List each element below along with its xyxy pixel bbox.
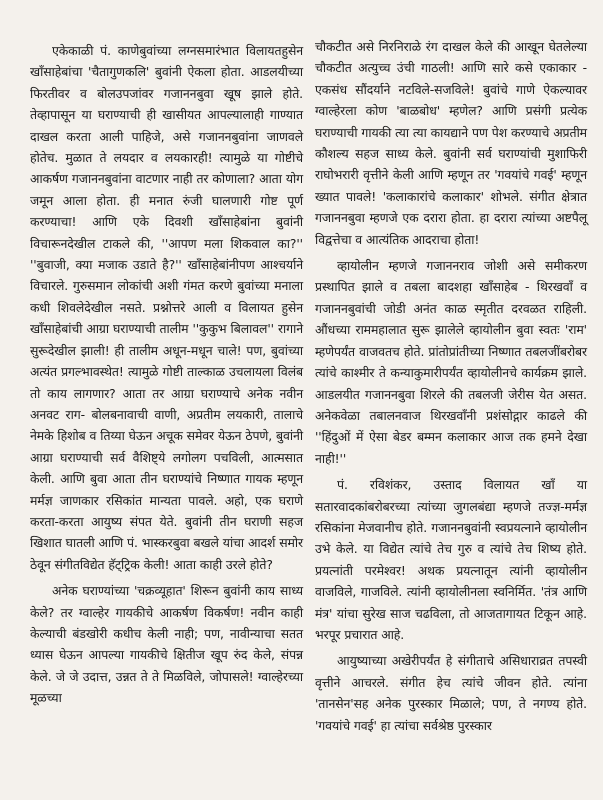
right-paragraph-4: आयुष्याच्या अखेरीपर्यंत हे संगीताचे असिधाराव्रत तपस्वी वृत्तीने आचरले. संगीत हेच त्यांचे जीवन होते. त्यांना 'तानसेन'सह अनेक पुरस्कार मिळाले; पण, ते नगण्य होते. 'गवयांचे गवई' हा त्यांचा सर्वश्रेष्ठ पुरस्कार (315, 653, 587, 733)
left-column (30, 40, 303, 800)
right-paragraph-2: व्हायोलीन म्हणजे गजाननराव जोशी असे समीकरण प्रस्थापित झाले व तबला बादशहा खाँसाहेब - थिरखवाँ व गजाननबुवांची जोडी अनंत काळ स्मृतीत दरवळत राहिली. औंधच्या राममहालात सुरू झालेले व्हायोलीन बुवा स्वतः 'राम' म्हणेपर्यंत वाजवतच होते. प्रांतोप्रांतीच्या निष्णात तबलजींबरोबर त्यांचे काश्मीर ते कन्याकुमारीपर्यंत व्हायोलीनचे कार्यक्रम झाले. आडलयीत गजाननबुवा शिरले की तबलजी जेरीस येत असत. अनेकवेळा तबालनवाज थिरखवाँनी प्रशंसोद्गार काढले की ''हिंदुओं में ऐसा बेडर बम्मन कलाकार आज तक हमने देखा नाही!'' (315, 258, 587, 466)
left-paragraph-1: एकेकाळी पं. काणेबुवांच्या लग्नसमारंभात विलायतहुसेन खाँसाहेबांचा 'चैतागुणकलि' बुवांनी ऐकला होता. आडलयीच्या फिरतीवर व बोलउपजांवर गजाननबुवा खूष झाले होते. तेव्हापासून या घराण्याची ही खासीयत आपल्यालाही गाण्यात दाखल करता आली पाहिजे, असे गजाननबुवांना जाणवले होतेच. मुळात ते लयदार व लयकारही! त्यामुळे या गोष्टीचे आकर्षण गजाननबुवांना वाटणार नाही तर कोणाला? आता योग जमून आला होता. ही मनात रुंजी घालणारी गोष्ट पूर्ण करण्याचा! आणि एके दिवशी खाँसाहेबांना बुवांनी विचारूनदेखील टाकले की, ''आपण मला शिकवाल का?'' ''बुवाजी, क्या मजाक उडाते है?'' खाँसाहेबांनीपण आश्चर्याने विचारले. गुरुसमान लोकांची अशी गंमत करणे बुवांच्या मनाला कधी शिवलेदेखील नसते. प्रश्नोत्तरे आली व विलायत हुसेन खाँसाहेबांची आग्रा घराण्याची तालीम ''कुकुभ बिलावल'' रागाने सुरूदेखील झाली! ही तालीम अधून-मधून चाले! पण, बुवांच्या अत्यंत प्रगल्भावस्थेत! त्यामुळे गोष्टी ताल्काळ उचलायला विलंब तो काय लागणार? आता तर आग्रा घराण्याचे अनेक नवीन अनवट राग- बोलबनावाची वाणी, अप्रतीम लयकारी, तालाचे नेमके हिशोब व तिय्या घेऊन अचूक समेवर येऊन ठेपणे, बुवांनी आग्रा घराण्याची सर्व वैशिष्ट्ये लगोलग पचविली, आत्मसात केली. आणि बुवा आता तीन घराण्यांचे निष्णात गायक म्हणून मर्मज्ञ जाणकार रसिकांत मान्यता पावले. अहो, एक घराणे करता-करता आयुष्य संपत येते. बुवांनी तीन घराणी सहज खिशात घातली आणि पं. भास्करबुवा बखले यांचा आदर्श समोर ठेवून संगीतविद्येत हॅट्ट्रिक केली! आता काही उरले होते? (30, 43, 303, 572)
right-column (315, 36, 587, 800)
left-paragraph-2: अनेक घराण्यांच्या 'चक्रव्यूहात' शिरून बुवांनी काय साध्य केले? तर ग्वाल्हेर गायकीचे आकर्षण विकर्षण! नवीन काही केल्याची बंडखोरी कधीच केली नाही; पण, नावीन्याचा सतत ध्यास घेऊन आपल्या गायकीचे क्षितीज खूप रुंद केले, संपन्न केले. जे जे उदात्त, उन्नत ते ते मिळविले, जोपासले! ग्वाल्हेरच्या मूळच्या (30, 583, 303, 706)
right-paragraph-1: चौकटीत असे निरनिराळे रंग दाखल केले की आखून घेतलेल्या चौकटीत अत्युच्च उंची गाठली! आणि सारे कसे एकाकार - एकसंध सौंदर्याने नटविले-सजविले! बुवांचे गाणे ऐकल्यावर ग्वाल्हेरला कोण 'बाळबोध' म्हणेल? आणि प्रसंगी प्रत्येक घराण्याची गायकी त्या त्या कायद्याने पण पेश करण्याचे अप्रतीम कौशल्य सहज साध्य केले. बुवांनी सर्व घराण्यांची मुशाफिरी राघोभरारी वृत्तीने केली आणि म्हणून तर 'गवयांचे गवई' म्हणून ख्यात पावले! 'कलाकारांचे कलाकार' शोभले. संगीत क्षेत्रात गजाननबुवा म्हणजे एक दरारा होता. हा दरारा त्यांच्या अष्टपैलू विद्वत्तेचा व आत्यंतिक आदराचा होता! (315, 39, 587, 247)
right-paragraph-3: पं. रविशंकर, उस्ताद विलायत खाँ या सतारवादकांबरोबरच्या त्यांच्या जुगलबंद्या म्हणजे तज्ज्ञ-मर्मज्ञ रसिकांना मेजवानीच होते. गजाननबुवांनी स्वप्रयत्नाने व्हायोलीन उभे केले. या विद्येत त्यांचे तेच गुरु व त्यांचे तेच शिष्य होते. प्रयत्नांती परमेश्वर! अथक प्रयत्नातून त्यांनी व्हायोलीन वाजविले, गाजविले. त्यांनी व्हायोलीनला स्वनिर्मित. 'तंत्र आणि मंत्र' यांचा सुरेख साज चढविला, तो आजतागायत टिकून आहे. भरपूर प्रचारात आहे. (315, 477, 587, 642)
